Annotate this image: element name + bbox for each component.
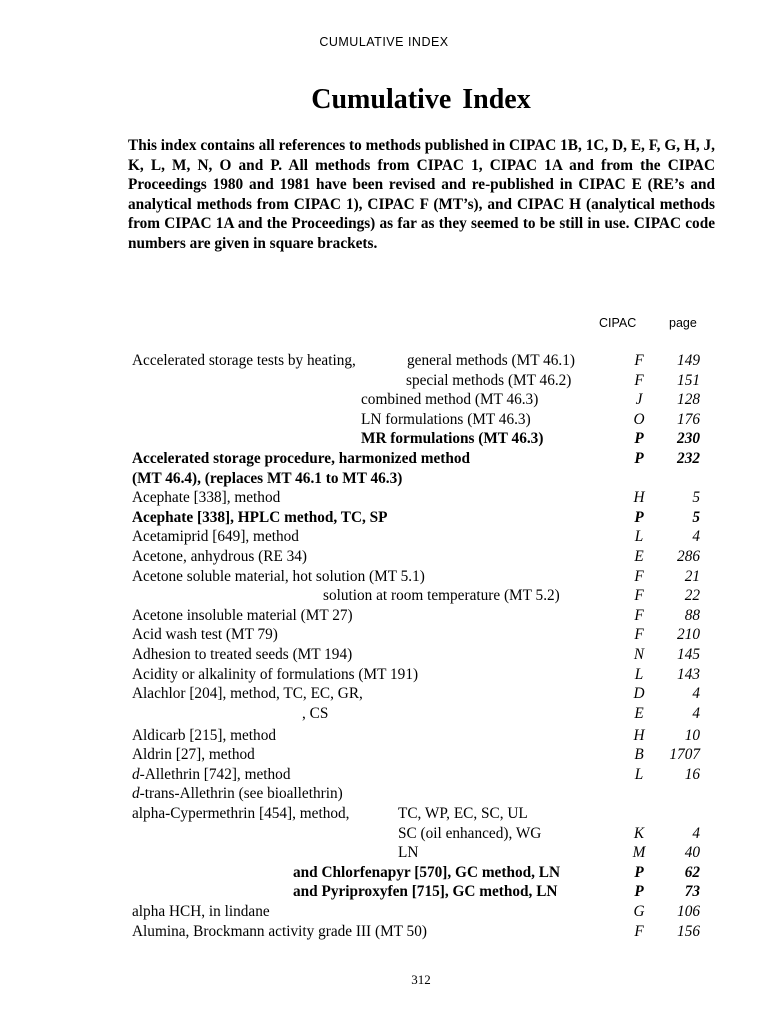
index-entry xyxy=(0,351,768,371)
index-entry xyxy=(0,784,768,804)
entry-cipac: P xyxy=(634,863,644,881)
index-entry xyxy=(0,902,768,922)
entry-text: Accelerated storage tests by heating, xyxy=(132,352,356,369)
entry-text xyxy=(132,784,343,804)
entry-cipac: L xyxy=(634,665,644,683)
entry-cipac: H xyxy=(633,726,645,744)
entry-page: 286 xyxy=(677,547,700,565)
entry-text: Alachlor [204], method, TC, EC, GR, xyxy=(132,685,363,703)
entry-text: and Pyriproxyfen [715], GC method, LN xyxy=(293,883,558,901)
entry-cipac: F xyxy=(634,567,644,585)
entry-text: Acephate [338], HPLC method, TC, SP xyxy=(132,508,388,526)
entry-page: 1707 xyxy=(669,746,700,764)
index-entry xyxy=(0,704,768,726)
entry-page: 40 xyxy=(684,844,700,862)
index-entry xyxy=(0,882,768,902)
entry-cipac: F xyxy=(634,626,644,644)
entry-cipac: F xyxy=(634,606,644,624)
index-entry xyxy=(0,665,768,685)
entry-page: 4 xyxy=(692,824,700,842)
column-header-page: page xyxy=(669,316,697,330)
entry-text: (MT 46.4), (replaces MT 46.1 to MT 46.3) xyxy=(132,469,403,487)
entry-text: special methods (MT 46.2) xyxy=(406,371,572,389)
intro-paragraph: This index contains all references to methods published in CIPAC 1B, 1C, D, E, F, G, H, J, K, L, M, N, O and P. All methods from CIPAC 1, CIPAC 1A and from the CIPAC Proceedings 1980 and 1981 have been revised and re-published in CIPAC E (RE’s and analytical methods from CIPAC 1), CIPAC F (MT’s), and CIPAC H (analytical methods from CIPAC 1A and the Proceedings) as far as they seemed to be still in use. CIPAC code numbers are given in square brackets. xyxy=(128,137,715,252)
index-entry xyxy=(0,547,768,567)
entry-cipac: B xyxy=(634,746,644,764)
entry-text: Acetamiprid [649], method xyxy=(132,528,299,546)
index-entry xyxy=(0,527,768,547)
entry-text: Adhesion to treated seeds (MT 194) xyxy=(132,645,353,663)
entry-page: 210 xyxy=(677,626,700,644)
index-entry xyxy=(0,625,768,645)
entry-text: Aldrin [27], method xyxy=(132,746,255,764)
index-entry xyxy=(0,726,768,746)
entry-cipac: D xyxy=(633,685,645,703)
entry-text: , CS xyxy=(302,704,329,722)
entry-text: Aldicarb [215], method xyxy=(132,726,277,744)
entry-page: 232 xyxy=(677,449,700,467)
index-entry xyxy=(0,645,768,665)
index-entry xyxy=(0,390,768,410)
entry-text: LN formulations (MT 46.3) xyxy=(361,410,531,428)
entry-text: LN xyxy=(398,844,419,862)
entry-page: 151 xyxy=(677,371,700,389)
entry-page: 106 xyxy=(677,903,700,921)
entry-page: 176 xyxy=(677,410,700,428)
entry-page: 22 xyxy=(684,587,700,605)
index-entry xyxy=(0,586,768,606)
entry-text: Acephate [338], method xyxy=(132,489,281,507)
index-entry xyxy=(0,449,768,469)
entry-page: 16 xyxy=(684,765,700,783)
running-head: CUMULATIVE INDEX xyxy=(319,35,449,49)
index-entry xyxy=(0,410,768,430)
entry-italic-prefix: d xyxy=(132,765,140,783)
index-entry xyxy=(0,765,768,785)
entry-text-rest: -trans-Allethrin (see bioallethrin) xyxy=(139,785,343,803)
entry-text: Alumina, Brockmann activity grade III (MT 50) xyxy=(132,922,427,940)
entry-cipac: J xyxy=(635,391,643,409)
entry-cipac: F xyxy=(634,352,644,369)
entry-text xyxy=(132,765,290,785)
entry-page: 10 xyxy=(684,726,700,744)
entry-page: 145 xyxy=(677,645,700,663)
entry-page: 4 xyxy=(692,528,700,546)
page-title: Cumulative Index xyxy=(311,84,531,115)
entry-cipac: H xyxy=(633,489,645,507)
entry-page: 128 xyxy=(677,391,700,409)
entry-text: SC (oil enhanced), WG xyxy=(398,824,542,842)
entry-page: 149 xyxy=(677,352,700,369)
index-entry xyxy=(0,567,768,587)
entry-text: Acetone soluble material, hot solution (MT 5.1) xyxy=(132,567,425,585)
entry-page: 5 xyxy=(692,489,700,507)
entry-text: solution at room temperature (MT 5.2) xyxy=(323,587,560,605)
entry-cipac: P xyxy=(634,883,644,901)
entry-page: 143 xyxy=(677,665,700,683)
entry-cipac: K xyxy=(633,824,645,842)
index-entry xyxy=(0,606,768,626)
index-entry xyxy=(0,508,768,528)
entry-cipac: E xyxy=(634,547,644,565)
entry-cipac: G xyxy=(633,903,645,921)
entry-page: 5 xyxy=(692,508,700,526)
index-entry xyxy=(0,469,768,489)
entry-cipac: N xyxy=(633,645,645,663)
entry-cipac: E xyxy=(634,704,644,722)
entry-cipac: M xyxy=(632,844,646,862)
entry-cipac: L xyxy=(634,528,644,546)
index-entry xyxy=(0,429,768,449)
index-entry xyxy=(0,804,768,824)
entry-text: Acid wash test (MT 79) xyxy=(132,626,278,644)
index-entries xyxy=(0,351,768,941)
index-entry xyxy=(0,488,768,508)
entry-text: alpha-Cypermethrin [454], method, xyxy=(132,805,350,823)
entry-subtext: general methods (MT 46.1) xyxy=(407,352,575,369)
entry-page: 73 xyxy=(684,883,700,901)
entry-cipac: P xyxy=(634,449,644,467)
entry-italic-prefix: d xyxy=(132,785,140,803)
index-entry xyxy=(0,684,768,704)
entry-text: and Chlorfenapyr [570], GC method, LN xyxy=(293,863,561,881)
entry-text: Acetone, anhydrous (RE 34) xyxy=(132,547,308,565)
entry-cipac: F xyxy=(634,371,644,389)
entry-cipac: F xyxy=(634,922,644,940)
index-entry xyxy=(0,843,768,863)
entry-text: Acetone insoluble material (MT 27) xyxy=(132,606,353,624)
page-number: 312 xyxy=(411,972,431,987)
index-entry xyxy=(0,824,768,844)
entry-subtext: TC, WP, EC, SC, UL xyxy=(398,805,528,823)
entry-cipac: P xyxy=(634,430,644,448)
entry-cipac: P xyxy=(634,508,644,526)
index-entry xyxy=(0,922,768,942)
entry-page: 230 xyxy=(677,430,700,448)
entry-page: 4 xyxy=(692,685,700,703)
entry-page: 21 xyxy=(684,567,700,585)
entry-text: Acidity or alkalinity of formulations (MT 191) xyxy=(132,665,419,683)
column-header-cipac: CIPAC xyxy=(599,316,637,330)
index-entry xyxy=(0,371,768,391)
entry-page: 88 xyxy=(684,606,700,624)
index-entry xyxy=(0,745,768,765)
entry-text-rest: -Allethrin [742], method xyxy=(139,765,291,783)
entry-text: combined method (MT 46.3) xyxy=(361,391,539,409)
entry-cipac: F xyxy=(634,587,644,605)
entry-page: 4 xyxy=(692,704,700,722)
entry-text: MR formulations (MT 46.3) xyxy=(361,430,544,448)
entry-cipac: L xyxy=(634,765,644,783)
entry-page: 62 xyxy=(684,863,700,881)
entry-page: 156 xyxy=(677,922,700,940)
index-entry xyxy=(0,863,768,883)
entry-text: Accelerated storage procedure, harmonized method xyxy=(132,449,471,467)
entry-text: alpha HCH, in lindane xyxy=(132,903,270,921)
entry-cipac: O xyxy=(633,410,645,428)
